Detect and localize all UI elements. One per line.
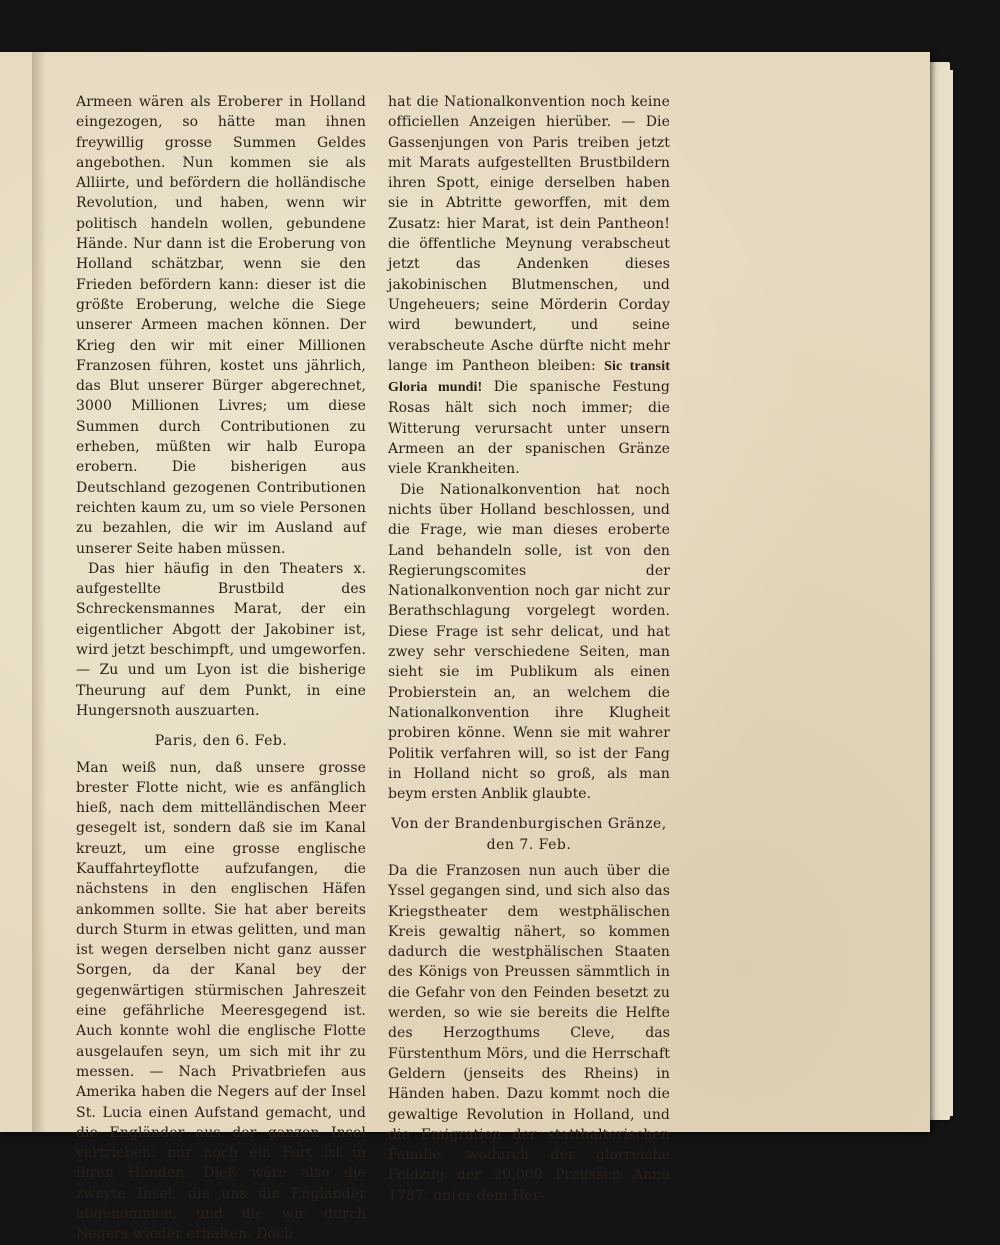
left-paragraph-2: Das hier häufig in den Theaters x. aufgestellte Brustbild des Schreckensmannes Marat, der ein eigentlicher Abgott der Jakobiner ist, wird jetzt beschimpft, und umgeworfen. — Zu und um Lyon ist die bisherige Theurung auf dem Punkt, in eine Hungersnoth auszuarten. [76,560,366,719]
right-paragraph-1 [388,92,670,480]
binding-gutter [32,52,46,1132]
left-text-column [76,92,366,1245]
dateline-brandenburg: Von der Brandenburgischen Gränze, den 7. Feb. [391,816,667,853]
left-paragraph-3: Man weiß nun, daß unsere grosse brester Flotte nicht, wie es anfänglich hieß, nach dem mittelländischen Meer gesegelt ist, sondern daß sie im Kanal kreuzt, um eine grosse englische Kauffahrteyflotte aufzufangen, die nächstens in den englischen Häfen ankommen sollte. Sie hat aber bereits durch Sturm in etwas gelitten, und man ist wegen derselben nicht ganz ausser Sorgen, da der Kanal bey der gegenwärtigen stürmischen Jahreszeit eine gefährliche Meeresgegend ist. Auch konnte wohl die englische Flotte ausgelaufen seyn, um sich mit ihr zu messen. — Nach Privatbriefen aus Amerika haben die Negers auf der Insel St. Lucia einen Aufstand gemacht, und die Engländer aus der ganzen Insel vertrieben: nur noch ein Fort ist in ihren Händen. Dieß wäre also die zweyte Insel, die uns die Engländer abgenommen, und die wir durch Negers wieder erhalten. Doch [76,759,366,1243]
dateline-paris: Paris, den 6. Feb. [154,733,288,750]
right-paragraph-1-part-a: hat die Nationalkonvention noch keine officiellen Anzeigen hierüber. — Die Gassenjungen von Paris treiben jetzt mit Marats aufgestellten Brustbildern ihren Spott, einige derselben haben sie in Abtritte geworffen, mit dem Zusatz: hier Marat, ist dein Pantheon! die öffentliche Meynung verabscheut jetzt das Andenken dieses jakobinischen Blutmenschen, und Ungeheuers; seine Mörderin Corday wird bewundert, und seine verabscheute Asche dürfte nicht mehr lange im Pantheon bleiben: [388,94,670,374]
latin-phrase: Sic transit Gloria mundi! [388,358,670,396]
left-paragraph-1: Armeen wären als Eroberer in Holland eingezogen, so hätte man ihnen freywillig grosse Summen Geldes angebothen. Nun kommen sie als Alliirte, und befördern die holländische Revolution, und haben, wenn wir politisch handeln wollen, gebundene Hände. Nur dann ist die Eroberung von Holland schätzbar, wenn sie den Frieden befördern kann: dieser ist die größte Eroberung, welche die Siege unserer Armeen machen können. Der Krieg den wir mit einer Millionen Franzosen führen, kostet uns jährlich, das Blut unserer Bürger abgerechnet, 3000 Millionen Livres; um diese Summen durch Contributionen zu erheben, müßten wir halb Europa erobern. Die bisherigen aus Deutschland gezogenen Contributionen reichten kaum zu, um so viele Personen zu bezahlen, die wir im Ausland auf unserer Seite haben müssen. [76,94,366,557]
right-text-column [388,92,670,1206]
right-paragraph-3: Da die Franzosen nun auch über die Yssel gegangen sind, und sich also das Kriegstheater dem westphälischen Kreis gewaltig nähert, so kommen dadurch die westphälischen Staaten des Königs von Preussen sämmtlich in die Gefahr von den Feinden besetzt zu werden, so wie sie bereits die Helfte des Herzogthums Cleve, das Fürstenthum Mörs, und die Herrschaft Geldern (jenseits des Rheins) in Händen haben. Dazu kommt noch die gewaltige Revolution in Holland, und die Emigration der statthalterischen Familie, wodurch der glorreiche Feldzug der 20,000 Preussen Anno 1787. unter dem Her- [388,862,670,1204]
right-paragraph-1-part-b: Die spanische Festung Rosas hält sich noch immer; die Witterung verursacht unter unsern Armeen an der spanischen Gränze viele Krankheiten. [388,379,670,478]
right-paragraph-2: Die Nationalkonvention hat noch nichts über Holland beschlossen, und die Frage, wie man dieses eroberte Land behandeln solle, ist von den Regierungscomites der Nationalkonvention noch gar nicht zur Berathschlagung vorgelegt worden. Diese Frage ist sehr delicat, und hat zwey sehr verschiedene Seiten, man sieht sie im Publikum als einen Probierstein an, an welchem die Nationalkonvention ihre Klugheit probiren könne. Wenn sie mit wahrer Politik verfahren will, so ist der Fang in Holland nicht so groß, als man beym ersten Anblik glaubte. [388,481,670,803]
